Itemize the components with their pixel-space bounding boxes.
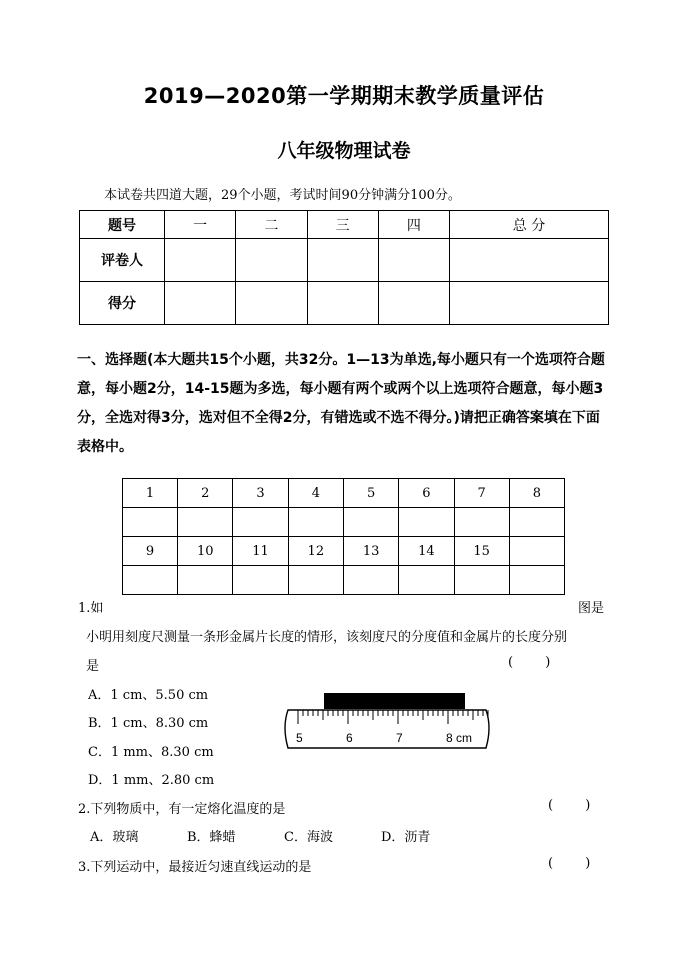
score-row-label: 得分 [80,282,165,325]
answer-number: 8 [509,479,564,508]
score-header-cell: 四 [378,211,449,239]
answer-cell[interactable] [123,566,178,595]
answer-cell[interactable] [509,508,564,537]
answer-number: 10 [178,537,233,566]
q2-text: 2.下列物质中，有一定熔化温度的是 [78,802,286,817]
q1-text-end: 是 [86,659,100,674]
score-cell [165,239,236,282]
score-cell [307,239,378,282]
answer-number: 15 [454,537,509,566]
score-row-label: 评卷人 [80,239,165,282]
q1-suffix: 图是 [578,601,605,616]
answer-blank-row [123,566,565,595]
q1-answer-paren[interactable]: ( ) [508,655,565,670]
q3-answer-paren[interactable]: ( ) [548,856,605,871]
answer-cell[interactable] [399,508,454,537]
score-header-cell: 三 [307,211,378,239]
answer-number: 13 [343,537,398,566]
exam-title: 2019—2020第一学期期末教学质量评估 [143,84,545,108]
ruler-label-8: 8 cm [446,731,473,745]
ruler-figure [280,690,496,754]
answer-cell[interactable] [233,508,288,537]
answer-number: 1 [123,479,178,508]
score-cell [378,239,449,282]
ruler-label-5: 5 [296,731,303,745]
answer-cell[interactable] [288,566,343,595]
q3-text: 3.下列运动中，最接近匀速直线运动的是 [78,860,312,875]
q2-option-c: C．海波 [284,830,333,845]
q1-option-c: C．1 mm、8.30 cm [88,745,214,760]
score-cell [450,282,609,325]
answer-table [122,478,565,595]
answer-blank-row [123,508,565,537]
exam-subtitle: 八年级物理试卷 [277,140,411,162]
q1-option-b: B．1 cm、8.30 cm [88,716,209,731]
score-cell [450,239,609,282]
answer-cell[interactable] [454,508,509,537]
q1-option-d: D．1 mm、2.80 cm [88,773,215,788]
answer-cell[interactable] [178,508,233,537]
answer-number: 5 [343,479,398,508]
score-cell [307,282,378,325]
answer-number: 3 [233,479,288,508]
answer-number: 2 [178,479,233,508]
score-header-row [80,211,609,239]
section-1-instructions: 一、选择题(本大题共15个小题，共32分。1—13为单选,每小题只有一个选项符合题意，每小题2分，14-15题为多选，每小题有两个或两个以上选项符合题意，每小题3分，全选对得3分，选对但不全得2分，有错选或不选不得分。)请把正确答案填在下面表格中。 [77,352,605,455]
q1-text: 小明用刻度尺测量一条形金属片长度的情形，该刻度尺的分度值和金属片的长度分别 [86,630,568,645]
answer-number: 4 [288,479,343,508]
q1-prefix: 1.如 [78,601,104,616]
answer-cell[interactable] [454,566,509,595]
score-cell [236,239,307,282]
ruler-label-6: 6 [346,731,353,745]
q2-answer-paren[interactable]: ( ) [548,798,605,813]
answer-cell[interactable] [123,508,178,537]
answer-cell[interactable] [233,566,288,595]
answer-number: 14 [399,537,454,566]
score-cell [378,282,449,325]
score-header-cell: 一 [165,211,236,239]
answer-cell[interactable] [509,566,564,595]
score-cell [165,282,236,325]
ruler-label-7: 7 [396,731,403,745]
answer-number-row [123,479,565,508]
score-cell [236,282,307,325]
answer-number: 12 [288,537,343,566]
answer-number: 11 [233,537,288,566]
score-row-grader [80,239,609,282]
answer-cell[interactable] [343,566,398,595]
score-header-cell: 总 分 [450,211,609,239]
answer-cell[interactable] [178,566,233,595]
score-header-cell: 题号 [80,211,165,239]
score-header-cell: 二 [236,211,307,239]
answer-number: 7 [454,479,509,508]
answer-number: 6 [399,479,454,508]
exam-intro: 本试卷共四道大题，29个小题，考试时间90分钟满分100分。 [104,188,461,203]
q2-option-a: A．玻璃 [90,830,139,845]
q2-option-d: D．沥青 [381,830,431,845]
q1-option-a: A．1 cm、5.50 cm [88,688,209,703]
answer-number: 9 [123,537,178,566]
answer-cell[interactable] [288,508,343,537]
score-row-score [80,282,609,325]
q2-option-b: B．蜂蜡 [187,830,236,845]
score-table [79,210,609,325]
metal-strip [324,693,465,709]
answer-number [509,537,564,566]
answer-cell[interactable] [399,566,454,595]
answer-cell[interactable] [343,508,398,537]
answer-number-row [123,537,565,566]
